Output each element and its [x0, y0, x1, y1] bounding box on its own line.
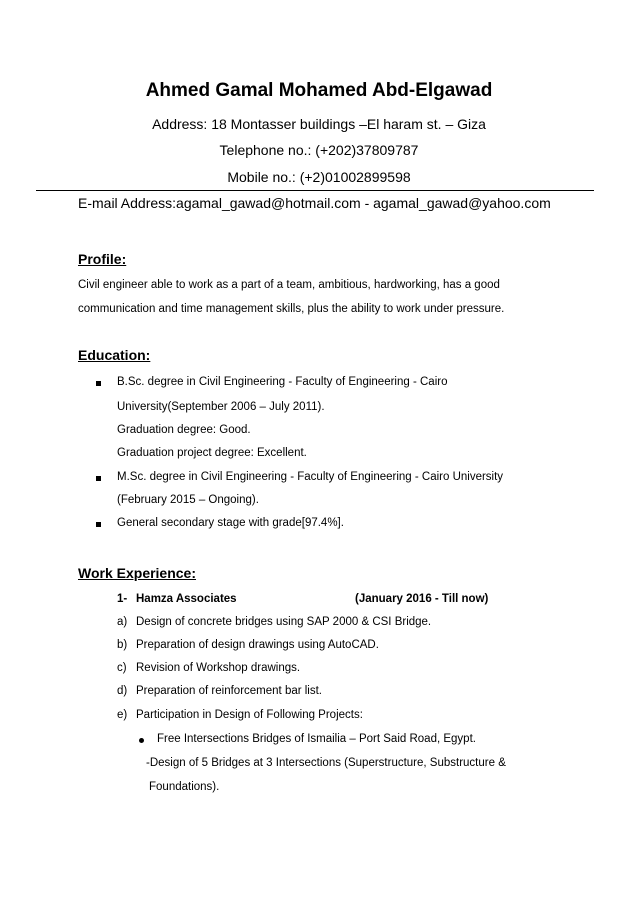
- task-text: Participation in Design of Following Projects:: [136, 709, 363, 721]
- square-bullet-icon: [96, 381, 101, 386]
- telephone-line: Telephone no.: (+202)37809787: [219, 142, 419, 158]
- round-bullet-icon: [139, 738, 144, 743]
- task-marker: d): [117, 685, 128, 697]
- mobile-line: Mobile no.: (+2)01002899598: [227, 169, 411, 185]
- job-period: (January 2016 - Till now): [355, 593, 489, 605]
- education-item-line: B.Sc. degree in Civil Engineering - Faculty of Engineering - Cairo: [117, 376, 448, 388]
- address-line: Address: 18 Montasser buildings –El haram st. – Giza: [152, 116, 486, 132]
- profile-text-line: Civil engineer able to work as a part of a team, ambitious, hardworking, has a good: [78, 279, 500, 291]
- header-divider: [36, 190, 594, 191]
- project-detail-line: -Design of 5 Bridges at 3 Intersections (Superstructure, Substructure &: [146, 757, 506, 769]
- task-text: Revision of Workshop drawings.: [136, 662, 301, 674]
- square-bullet-icon: [96, 476, 101, 481]
- project-title: Free Intersections Bridges of Ismailia – Port Said Road, Egypt.: [157, 733, 476, 745]
- education-item-line: General secondary stage with grade[97.4%].: [117, 517, 344, 529]
- profile-text-line: communication and time management skills, plus the ability to work under pressure.: [78, 303, 505, 315]
- candidate-name: Ahmed Gamal Mohamed Abd-Elgawad: [145, 80, 493, 101]
- job-number: 1-: [117, 593, 128, 605]
- email-line: E-mail Address:agamal_gawad@hotmail.com - agamal_gawad@yahoo.com: [78, 195, 551, 211]
- task-text: Preparation of reinforcement bar list.: [136, 685, 323, 697]
- task-marker: a): [117, 616, 128, 628]
- task-marker: c): [117, 662, 127, 674]
- education-item-line: (February 2015 – Ongoing).: [117, 494, 259, 506]
- task-marker: e): [117, 709, 128, 721]
- profile-heading: Profile:: [78, 251, 127, 267]
- task-text: Design of concrete bridges using SAP 2000 & CSI Bridge.: [136, 616, 432, 628]
- square-bullet-icon: [96, 522, 101, 527]
- task-marker: b): [117, 639, 128, 651]
- education-item-line: M.Sc. degree in Civil Engineering - Faculty of Engineering - Cairo University: [117, 471, 504, 483]
- job-company: Hamza Associates: [136, 593, 237, 605]
- project-detail-line: Foundations).: [149, 781, 220, 793]
- education-heading: Education:: [78, 347, 151, 363]
- education-item-line: University(September 2006 – July 2011).: [117, 401, 325, 413]
- task-text: Preparation of design drawings using AutoCAD.: [136, 639, 379, 651]
- education-item-line: Graduation project degree: Excellent.: [117, 447, 307, 459]
- education-item-line: Graduation degree: Good.: [117, 424, 251, 436]
- work-experience-heading: Work Experience:: [78, 565, 197, 581]
